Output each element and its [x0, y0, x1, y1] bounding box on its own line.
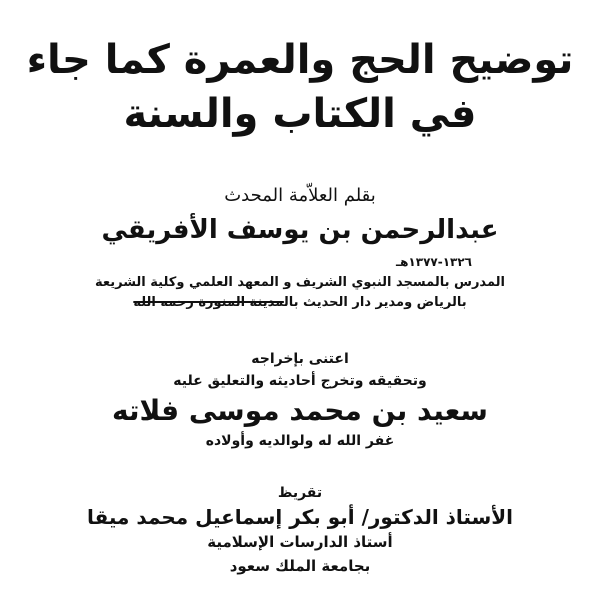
author-intro: بقلم العلاّمة المحدث	[224, 185, 376, 206]
foreword-position-line-2: بجامعة الملك سعود	[229, 557, 371, 575]
foreword-position-line-1: أستاذ الدارسات الإسلامية	[207, 533, 393, 551]
editor-intro-line-1: اعتنى بإخراجه	[251, 351, 349, 367]
book-title-line-2: في الكتاب والسنة	[123, 91, 477, 137]
book-title-line-1: توضيح الحج والعمرة كما جاء	[26, 37, 574, 83]
foreword-author-name: الأستاذ الدكتور/ أبو بكر إسماعيل محمد ميقا	[86, 505, 513, 529]
author-name: عبدالرحمن بن يوسف الأفريقي	[101, 215, 499, 245]
author-description-line-2-struck: مدينة المنورة رحمه الله	[133, 295, 284, 310]
author-description-line-2-start: بالرياض ومدير دار الحديث بال	[283, 295, 467, 310]
author-dates: ١٣٢٦-١٣٧٧هـ	[396, 255, 472, 269]
editor-prayer: غفر الله له ولوالديه وأولاده	[205, 433, 395, 449]
editor-intro-line-2: وتحقيقه وتخرج أحاديثه والتعليق عليه	[173, 373, 427, 389]
foreword-label: تقريظ	[277, 485, 323, 501]
editor-name: سعيد بن محمد موسى فلاته	[112, 394, 488, 427]
author-description-line-1: المدرس بالمسجد النبوي الشريف و المعهد العلمي وكلية الشريعة	[95, 275, 505, 290]
author-description-line-2	[0, 296, 600, 310]
